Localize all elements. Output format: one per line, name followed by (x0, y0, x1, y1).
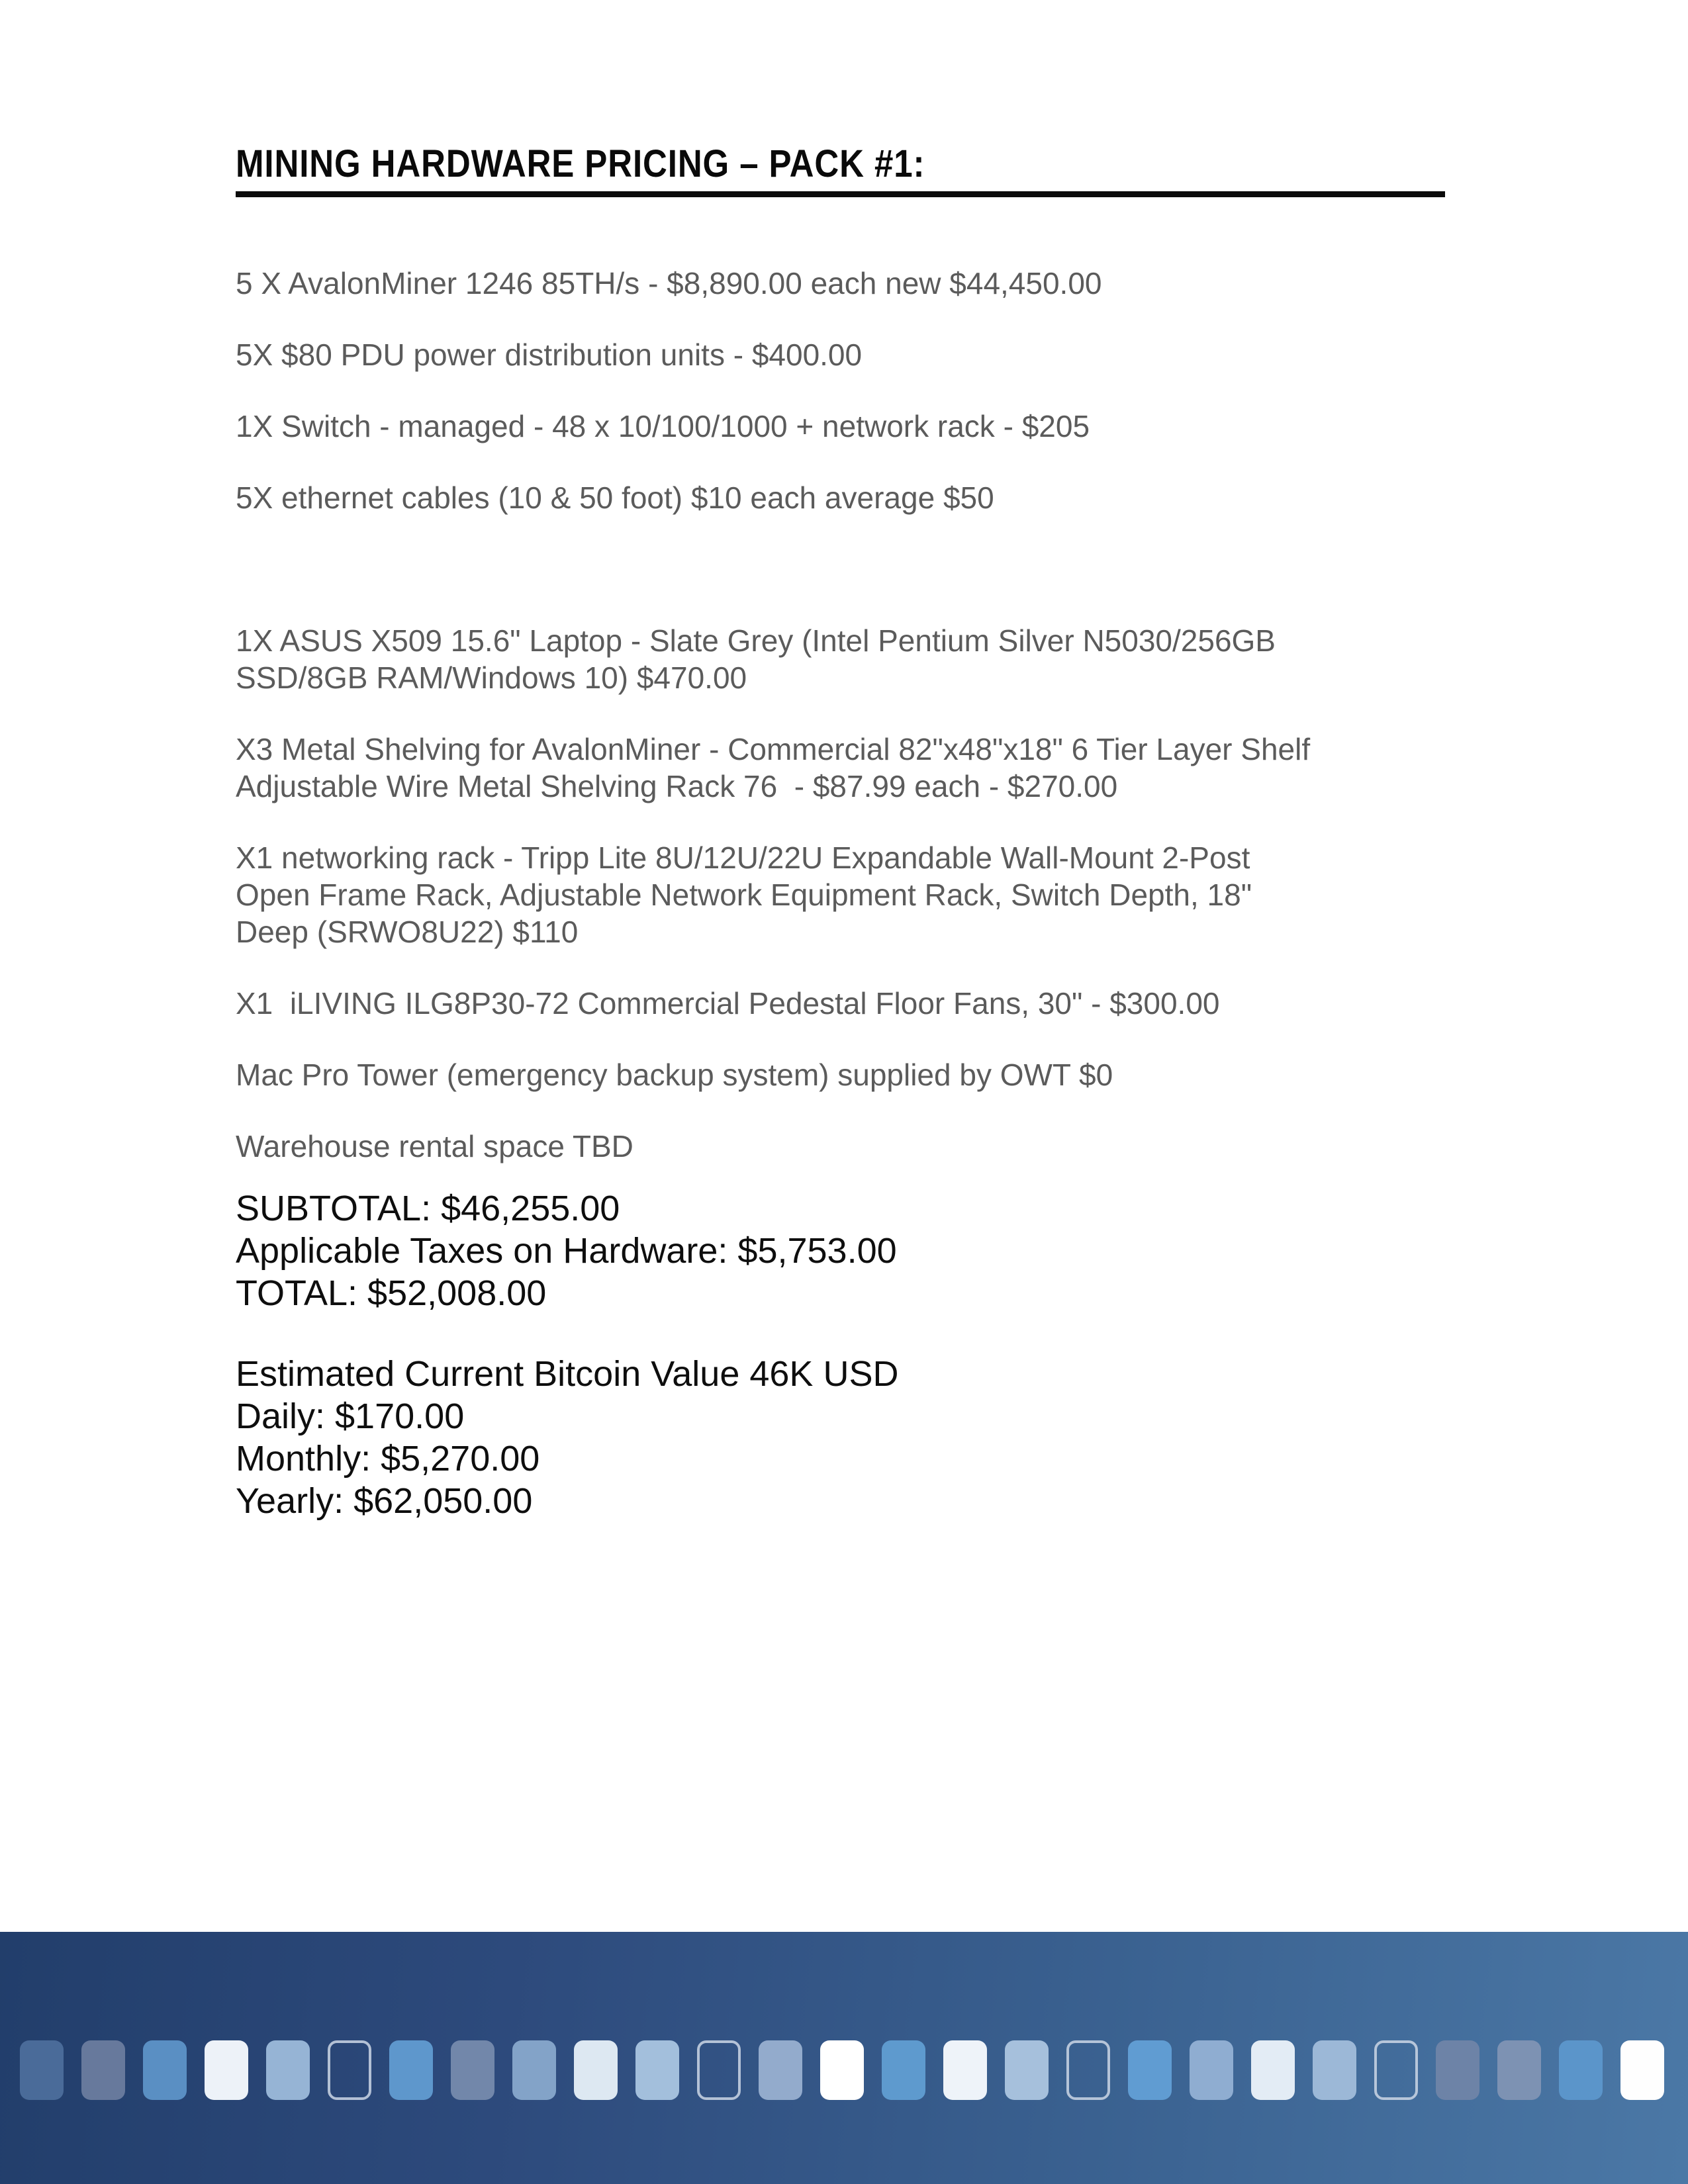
list-item-line: Adjustable Wire Metal Shelving Rack 76 - $87.99 each - $270.00 (236, 769, 1118, 803)
list-item-line: 5X $80 PDU power distribution units - $400.00 (236, 338, 863, 372)
footer-square (574, 2040, 618, 2100)
list-item-line: X3 Metal Shelving for AvalonMiner - Commercial 82"x48"x18" 6 Tier Layer Shelf (236, 732, 1311, 766)
list-item-line: Open Frame Rack, Adjustable Network Equipment Rack, Switch Depth, 18" (236, 878, 1252, 912)
list-item (236, 731, 1445, 805)
footer-square (512, 2040, 556, 2100)
bitcoin-line: Yearly: $62,050.00 (236, 1481, 533, 1521)
totals-line: TOTAL: $52,008.00 (236, 1273, 547, 1313)
footer-square (759, 2040, 802, 2100)
footer-square (1436, 2040, 1479, 2100)
footer-square (635, 2040, 679, 2100)
footer-square (389, 2040, 433, 2100)
list-item (236, 839, 1445, 950)
footer-square (943, 2040, 987, 2100)
footer-square (1620, 2040, 1664, 2100)
list-item-line: SSD/8GB RAM/Windows 10) $470.00 (236, 660, 747, 695)
list-item-line: Deep (SRWO8U22) $110 (236, 915, 579, 949)
footer-square (81, 2040, 125, 2100)
footer-square (143, 2040, 187, 2100)
footer-square (1313, 2040, 1356, 2100)
list-item-line: 5 X AvalonMiner 1246 85TH/s - $8,890.00 each new $44,450.00 (236, 266, 1102, 300)
totals-line: SUBTOTAL: $46,255.00 (236, 1189, 620, 1228)
bitcoin-line: Monthly: $5,270.00 (236, 1439, 540, 1479)
list-item (236, 408, 1445, 445)
footer-decoration-band (0, 1932, 1688, 2184)
document-body (236, 140, 1445, 1522)
list-item-line: 1X ASUS X509 15.6" Laptop - Slate Grey (Intel Pentium Silver N5030/256GB (236, 623, 1276, 658)
hardware-item-list (236, 265, 1445, 1165)
list-item-line: X1 networking rack - Tripp Lite 8U/12U/22U Expandable Wall-Mount 2-Post (236, 841, 1250, 875)
footer-square (20, 2040, 64, 2100)
footer-square (1559, 2040, 1603, 2100)
title-underline-rule (236, 191, 1445, 197)
footer-square (882, 2040, 925, 2100)
footer-square-outline (697, 2040, 741, 2100)
list-item-line: X1 iLIVING ILG8P30-72 Commercial Pedestal Floor Fans, 30" - $300.00 (236, 986, 1220, 1021)
totals-block (236, 1187, 1445, 1314)
footer-square (820, 2040, 864, 2100)
footer-square (1190, 2040, 1233, 2100)
list-item (236, 336, 1445, 373)
list-item (236, 1128, 1445, 1165)
list-item (236, 985, 1445, 1022)
list-item-line: Warehouse rental space TBD (236, 1129, 633, 1163)
bitcoin-estimate-block (236, 1353, 1445, 1522)
list-item-line: 1X Switch - managed - 48 x 10/100/1000 + network rack - $205 (236, 409, 1090, 443)
footer-square (1251, 2040, 1295, 2100)
footer-square-outline (328, 2040, 371, 2100)
footer-square-outline (1066, 2040, 1110, 2100)
list-item-line: 5X ethernet cables (10 & 50 foot) $10 each average $50 (236, 480, 994, 515)
footer-square (266, 2040, 310, 2100)
list-item (236, 479, 1445, 516)
footer-square (1128, 2040, 1172, 2100)
footer-square-outline (1374, 2040, 1418, 2100)
footer-square (1497, 2040, 1541, 2100)
totals-line: Applicable Taxes on Hardware: $5,753.00 (236, 1231, 897, 1271)
list-item (236, 265, 1445, 302)
list-item (236, 622, 1445, 696)
bitcoin-line: Estimated Current Bitcoin Value 46K USD (236, 1354, 899, 1394)
page-title: MINING HARDWARE PRICING – PACK #1: (236, 142, 925, 185)
footer-square (451, 2040, 494, 2100)
list-item (236, 1056, 1445, 1093)
footer-square (1005, 2040, 1049, 2100)
bitcoin-line: Daily: $170.00 (236, 1396, 465, 1436)
list-item-line: Mac Pro Tower (emergency backup system) supplied by OWT $0 (236, 1058, 1113, 1092)
footer-square (205, 2040, 248, 2100)
